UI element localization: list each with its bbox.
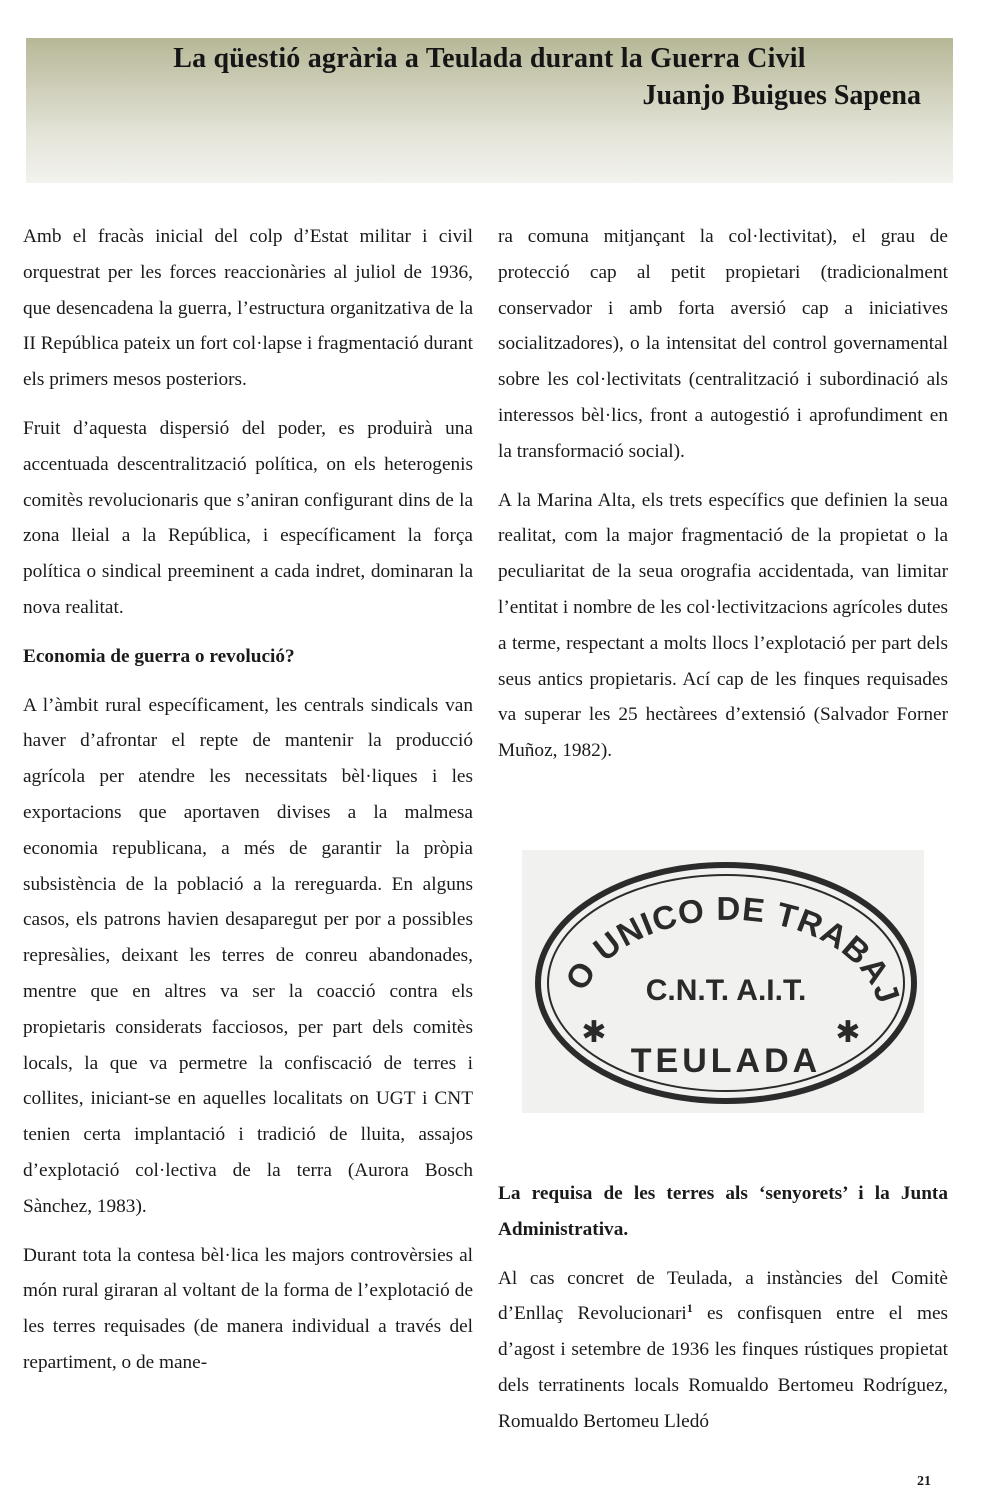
stamp-arc-text: O UNICO DE TRABAJ [557,889,908,1009]
paragraph: A l’àmbit rural específicament, les centrals sindicals van haver d’afrontar el repte de mantenir la producció agrícola per atendre les necessitats bèl·liques i les exportacions que aportaven divises a la malmesa economia republicana, a més de garantir la pròpia subsistència de la població a la rereguarda. En alguns casos, els patrons havien desaparegut per por a possibles represàlies, deixant les terres de conreu abandonades, mentre que en altres va ser la coacció contra els propietaris considerats facciosos, per part dels comitès locals, la que va permetre la confiscació de terres i collites, iniciant-se en aquelles localitats on UGT i CNT tenien certa implantació i tradició de lluita, assajos d’explotació col·lectiva de la terra (Aurora Bosch Sànchez, 1983). [23,694,473,1217]
cnt-stamp-image [522,850,924,1113]
star-icon: ✱ [581,1016,607,1049]
right-column-lower [498,1176,948,1453]
page-number: 21 [917,1474,931,1489]
section-heading: La requisa de les terres als ‘senyorets’ i la Junta Administrativa. [498,1183,948,1240]
left-column [23,219,473,1394]
footnote-reference[interactable]: 1 [686,1301,693,1316]
section-heading: Economia de guerra o revolució? [23,645,295,667]
star-icon: ✱ [835,1016,861,1049]
paragraph: Durant tota la contesa bèl·lica les majors controvèrsies al món rural giraran al voltant de la forma de l’explotació de les terres requisades (de manera individual a través del repartiment, o de mane- [23,1244,473,1373]
stamp-center-text: C.N.T. A.I.T. [645,974,807,1007]
paragraph: A la Marina Alta, els trets específics que definien la seua realitat, com la major fragmentació de la propietat o la peculiaritat de la seua orografia accidentada, van limitar l’entitat i nombre de les col·lectivitzacions agrícoles dutes a terme, respectant a molts llocs l’explotació per part dels seus antics propietaris. Ací cap de les finques requisades va superar les 25 hectàrees d’extensió (Salvador Forner Muñoz, 1982). [498,489,948,762]
paragraph: ra comuna mitjançant la col·lectivitat), el grau de protecció cap al petit propietari (tradicionalment conservador i amb forta aversió cap a iniciatives socialitzadores), o la intensitat del control governamental sobre les col·lectivitats (centralització i subordinació als interessos bèl·lics, front a autogestió i aprofundiment en la transformació social). [498,226,948,462]
article-header [26,38,953,183]
paragraph-text: Al cas concret de Teulada, a instàncies del Comitè d’Enllaç Revolucionari [498,1267,948,1325]
article-author: Juanjo Buigues Sapena [642,80,921,111]
stamp-bottom-text: TEULADA [630,1042,822,1080]
right-column [498,219,948,782]
article-title: La qüestió agrària a Teulada durant la Guerra Civil [173,43,806,74]
stamp-seal [522,850,924,1113]
paragraph-text: es confisquen entre el mes d’agost i setembre de 1936 les finques rústiques propietat dels terratinents locals Romualdo Bertomeu Rodríguez, Romualdo Bertomeu Lledó [498,1303,949,1432]
paragraph: Fruit d’aquesta dispersió del poder, es produirà una accentuada descentralització política, on els heterogenis comitès revolucionaris que s’aniran configurant dins de la zona lleial a la República, i específicament la força política o sindical preeminent a cada indret, dominaran la nova realitat. [23,417,473,618]
paragraph [498,1261,948,1440]
paragraph: Amb el fracàs inicial del colp d’Estat militar i civil orquestrat per les forces reaccionàries al juliol de 1936, que desencadena la guerra, l’estructura organitzativa de la II República pateix un fort col·lapse i fragmentació durant els primers mesos posteriors. [23,226,473,391]
